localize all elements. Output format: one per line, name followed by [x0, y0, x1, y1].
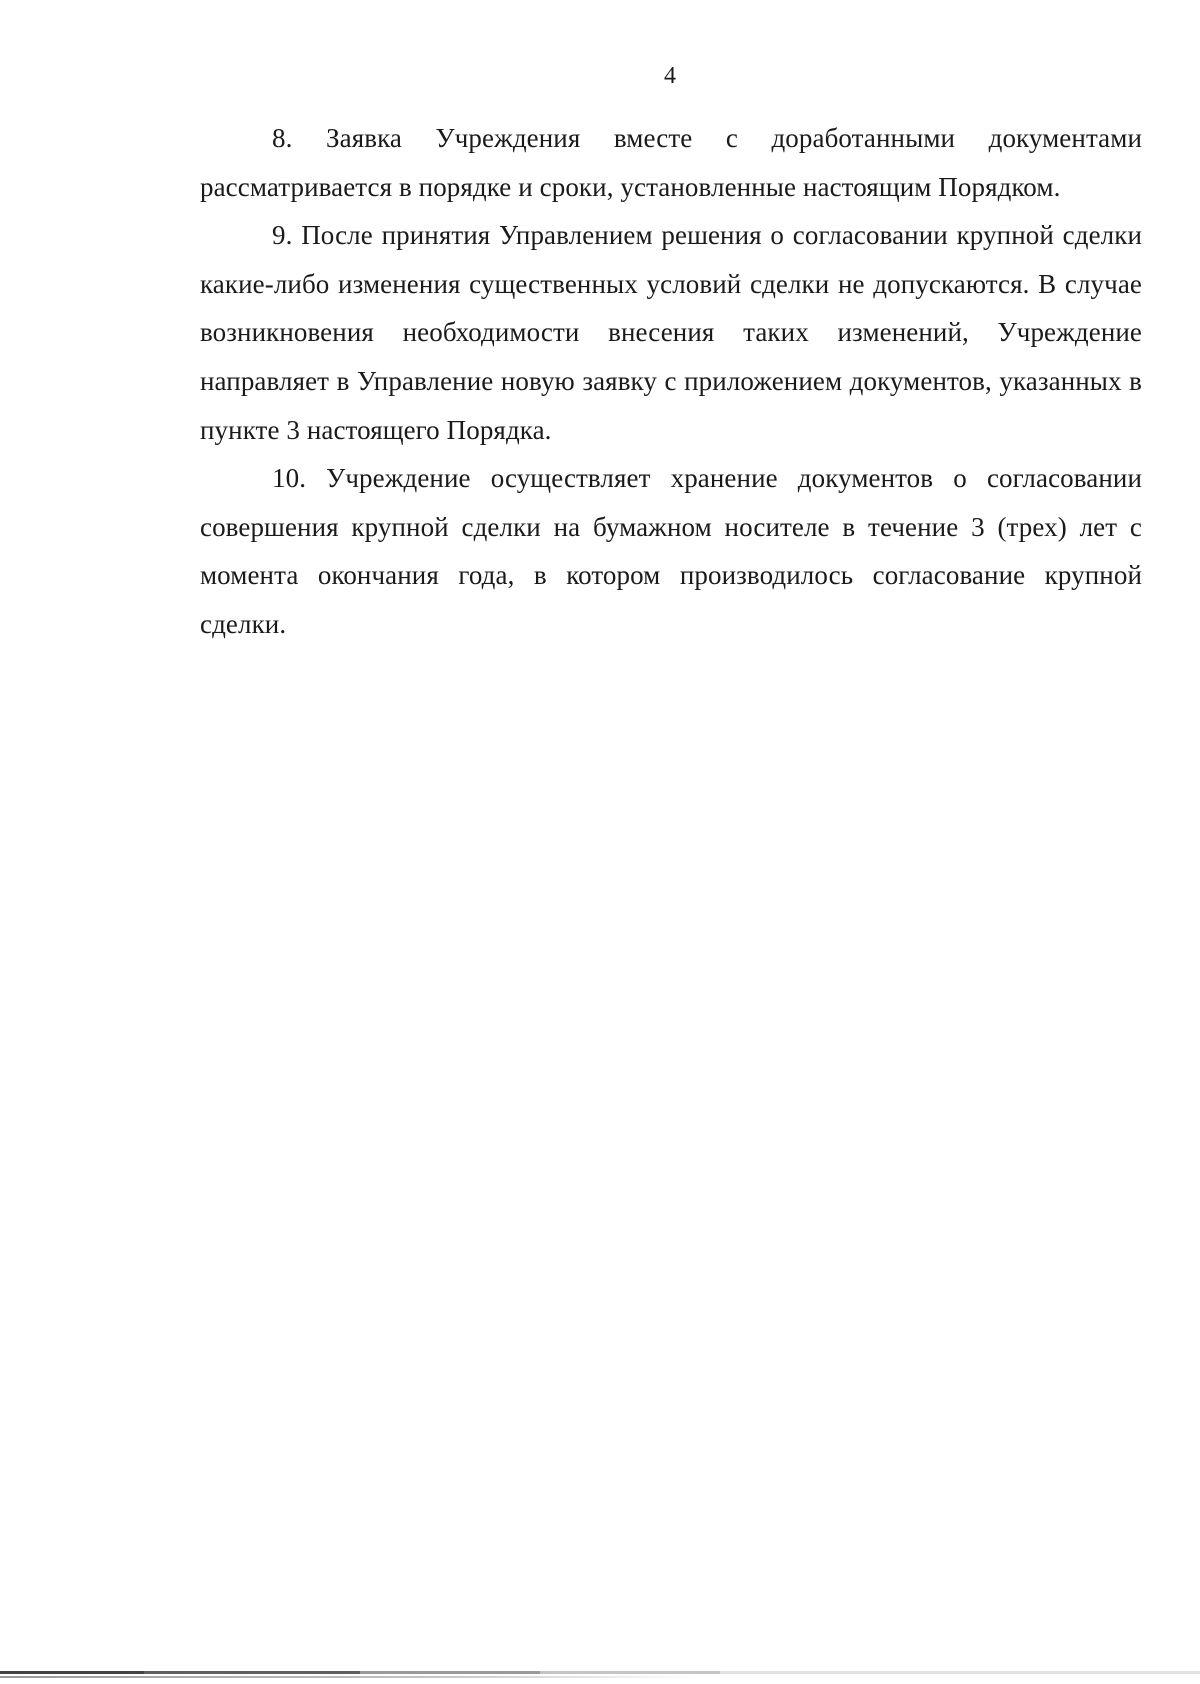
- page-number: 4: [664, 63, 676, 89]
- document-body: [200, 114, 1142, 649]
- scan-bottom-edge: [0, 1671, 1200, 1674]
- paragraph-8: 8. Заявка Учреждения вместе с доработанными документами рассматривается в порядке и сроки, установленные настоящим Порядком.: [200, 123, 1142, 202]
- scan-bottom-edge-shadow: [0, 1676, 700, 1678]
- paragraph-9: 9. После принятия Управлением решения о согласовании крупной сделки какие-либо изменения существенных условий сделки не допускаются. В случае возникновения необходимости внесения таких изменений, Учреждение направляет в Управление новую заявку с приложением документов, указанных в пункте 3 настоящего Порядка.: [200, 220, 1142, 445]
- paragraph-10: 10. Учреждение осуществляет хранение документов о согласовании совершения крупной сделки на бумажном носителе в течение 3 (трех) лет с момента окончания года, в котором производилось согласование крупной сделки.: [200, 463, 1142, 639]
